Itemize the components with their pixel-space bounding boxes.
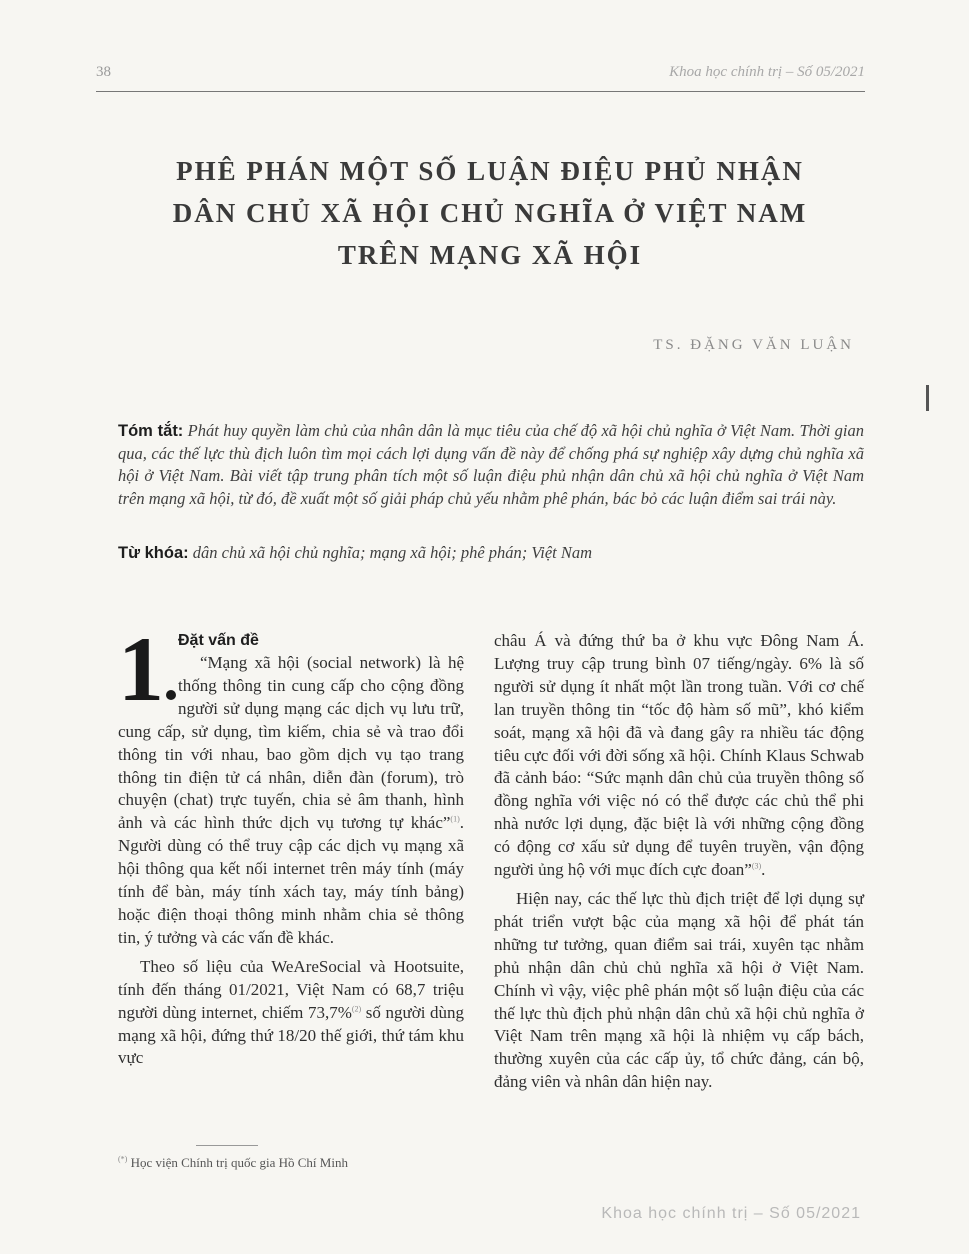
section-number-dropcap: 1: [118, 634, 164, 704]
keywords: [118, 542, 864, 564]
keywords-text: dân chủ xã hội chủ nghĩa; mạng xã hội; phê phán; Việt Nam: [192, 543, 593, 562]
footnote-ref: (3): [751, 861, 762, 871]
paragraph: châu Á và đứng thứ ba ở khu vực Đông Nam Á. Lượng truy cập trung bình 07 tiếng/ngày. 6% là số người sử dụng ít nhất một lần trong tuần. Với cơ chế lan truyền thông tin “tốc độ hàm số mũ”, khó kiểm soát, mạng xã hội đã và đang gây ra nhiều tác động tiêu cực đối với đời sống xã hội. Chính Klaus Schwab đã cảnh báo: “Sức mạnh dân chủ của truyền thông số đồng nghĩa với việc nó có thể được các chủ thể phi nhà nước lợi dụng, đặc biệt là với những cộng đồng có động cơ xấu sử dụng để tuyên truyền, vận động người ủng hộ với mục đích cực đoan”$^{(3)}$.: [494, 631, 864, 880]
footnote-ref: (1): [450, 814, 460, 824]
header-rule: [96, 91, 865, 92]
title-line: DÂN CHỦ XÃ HỘI CHỦ NGHĨA Ở VIỆT NAM: [172, 198, 808, 228]
left-column: [118, 618, 465, 1070]
footnote-ref: (2): [351, 1003, 362, 1013]
abstract: [118, 420, 864, 510]
paragraph: Hiện nay, các thế lực thù địch triệt để lợi dụng sự phát triển vượt bậc của mạng xã hội để phát tán những tư tưởng, quan điểm sai trái, xuyên tạc nhằm phủ nhận dân chủ chủ nghĩa xã hội ở Việt Nam. Chính vì vậy, việc phê phán một số luận điệu của các thế lực thù địch phủ nhận dân chủ xã hội chủ nghĩa ở Việt Nam trên mạng xã hội là nhiệm vụ cấp bách, thường xuyên của các cấp ủy, tổ chức đảng, cán bộ, đảng viên và nhân dân hiện nay.: [494, 888, 864, 1092]
paragraph: Theo số liệu của WeAreSocial và Hootsuite, tính đến tháng 01/2021, Việt Nam có 68,7 triệu người dùng internet, chiếm 73,7%$^{(2)}$ số người dùng mạng xã hội, đứng thứ 18/20 thế giới, thứ tám khu vực: [118, 956, 465, 1068]
title-line: PHÊ PHÁN MỘT SỐ LUẬN ĐIỆU PHỦ NHẬN: [176, 156, 804, 186]
footnote-rule: [196, 1145, 258, 1146]
abstract-text: Phát huy quyền làm chủ của nhân dân là mục tiêu của chế độ xã hội chủ nghĩa ở Việt Nam. Thời gian qua, các thế lực thù địch luôn tìm mọi cách lợi dụng vấn đề này để chống phá sự nghiệp xây dựng chủ nghĩa xã hội ở Việt Nam. Bài viết tập trung phân tích một số luận điệu phủ nhận dân chủ xã hội chủ nghĩa ở Việt Nam trên mạng xã hội, từ đó, đề xuất một số giải pháp chủ yếu nhằm phê phán, bác bỏ các luận điểm sai trái này.: [118, 421, 865, 508]
title-line: TRÊN MẠNG XÃ HỘI: [337, 240, 643, 270]
abstract-label: Tóm tắt:: [118, 422, 184, 440]
page-number: 38: [96, 64, 111, 80]
journal-header: Khoa học chính trị – Số 05/2021: [669, 64, 865, 80]
paragraph: “Mạng xã hội (social network) là hệ thống thông tin cung cấp cho cộng đồng người sử dụng mạng các dịch vụ lưu trữ, cung cấp, sử dụng, tìm kiếm, chia sẻ và trao đổi thông tin với nhau, bao gồm dịch vụ tạo trang thông tin điện tử cá nhân, diễn đàn (forum), trò chuyện (chat) trực tuyến, chia sẻ âm thanh, hình ảnh và các hình thức dịch vụ tương tự khác”$^{(1)}$. Người dùng có thể truy cập các dịch vụ mạng xã hội thông qua kết nối internet trên máy tính (máy tính để bàn, máy tính xách tay, máy tính bảng) hoặc điện thoại thông minh nhằm chia sẻ thông tin, ý tưởng và các vấn đề khác.: [118, 653, 464, 947]
section-title: Đặt vấn đề: [178, 632, 259, 649]
keywords-label: Từ khóa:: [118, 544, 189, 562]
footnote: (*) Học viện Chính trị quốc gia Hồ Chí Minh: [118, 1154, 348, 1170]
right-column: [494, 630, 864, 1094]
journal-footer: Khoa học chính trị – Số 05/2021: [601, 1205, 861, 1222]
article-title: [160, 150, 820, 276]
margin-mark: [926, 385, 929, 411]
author-name: TS. ĐẶNG VĂN LUẬN: [653, 337, 854, 353]
dropcap-dot: [166, 690, 176, 700]
